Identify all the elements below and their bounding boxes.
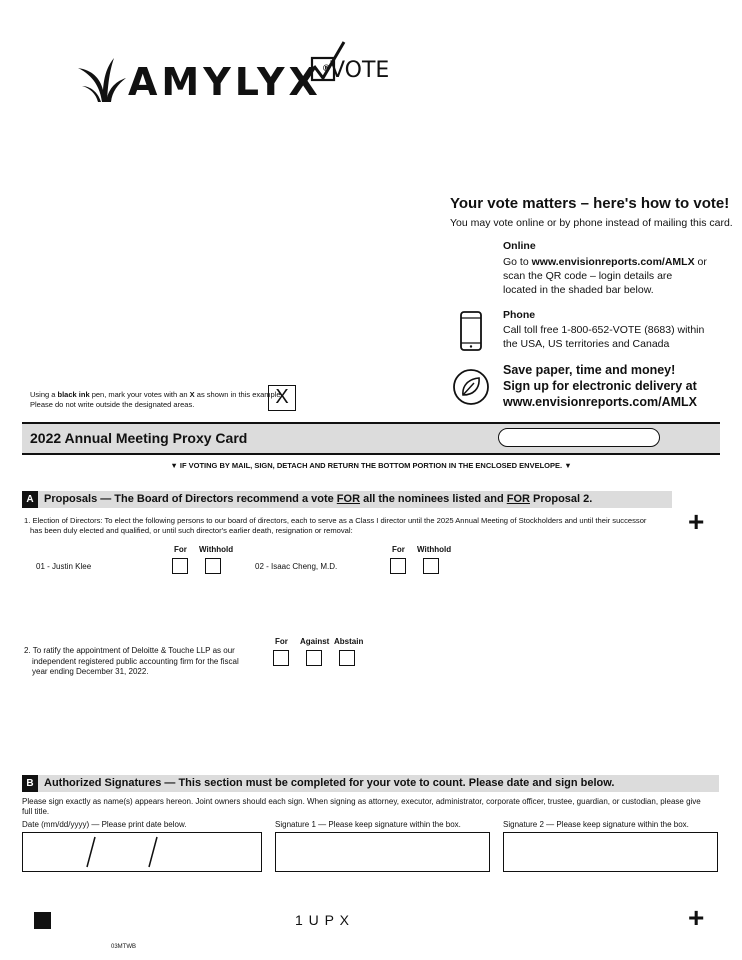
phone-heading: Phone <box>503 309 536 321</box>
section-a-title: Proposals — The Board of Directors recommend a vote FOR all the nominees listed and FOR Proposal 2. <box>44 493 593 505</box>
col-against-p2: Against <box>300 637 330 646</box>
registered-mark: ® <box>321 64 331 74</box>
instructions-line2: Please do not write outside the designated areas. <box>30 400 195 409</box>
section-a-header <box>22 491 672 508</box>
example-x-mark: X <box>275 386 289 408</box>
login-details-field <box>498 428 660 447</box>
signature-2-box[interactable] <box>503 832 718 872</box>
plus-mark-bottom: + <box>688 902 705 933</box>
col-for-2: For <box>392 545 405 554</box>
col-withhold-2: Withhold <box>417 545 452 554</box>
proposal-2-text <box>24 646 239 678</box>
nominee-2-name: 02 - Isaac Cheng, M.D. <box>255 562 338 571</box>
signature-instr-line1: Please sign exactly as name(s) appears hereon. Joint owners should each sign. When signing as attorney, executor, administrator, corporate officer, trustee, guardian, or custodian, please give <box>22 797 701 806</box>
instructions-line1: Using a black ink pen, mark your votes with an X as shown in this example. <box>30 390 283 399</box>
proposal-1-line2: has been duly elected and qualified, or until such director's earlier death, resignation or removal: <box>30 526 353 535</box>
phone-line1: Call toll free 1-800-652-VOTE (8683) within <box>503 324 705 336</box>
online-line3: located in the shaded bar below. <box>503 284 654 296</box>
leaf-icon <box>452 368 490 406</box>
nominee-1-for-checkbox[interactable] <box>172 558 188 574</box>
signature-2-label: Signature 2 — Please keep signature within the box. <box>503 820 689 829</box>
proxy-card-title: 2022 Annual Meeting Proxy Card <box>30 430 248 446</box>
online-url[interactable]: www.envisionreports.com/AMLX <box>531 256 695 268</box>
online-line2: scan the QR code – login details are <box>503 270 673 282</box>
registration-mark <box>34 912 51 929</box>
proposal-2-abstain-checkbox[interactable] <box>339 650 355 666</box>
vote-word: VOTE <box>330 58 390 83</box>
nominee-2-withhold-checkbox[interactable] <box>423 558 439 574</box>
section-b-title: Authorized Signatures — This section must be completed for your vote to count. Please date and sign below. <box>44 777 615 789</box>
proposal-2-against-checkbox[interactable] <box>306 650 322 666</box>
marking-instructions <box>30 390 283 410</box>
signature-instr-line2: full title. <box>22 807 50 816</box>
section-b-letter: B <box>22 775 38 792</box>
proposal-2-line3: year ending December 31, 2022. <box>32 667 149 676</box>
paper-line2: Sign up for electronic delivery at <box>503 379 697 393</box>
paper-text <box>503 362 697 410</box>
info-title: Your vote matters – here's how to vote! <box>450 195 730 212</box>
date-input-box[interactable] <box>22 832 262 872</box>
proposal-2-line1: 2. To ratify the appointment of Deloitte & Touche LLP as our <box>24 646 235 655</box>
phone-line2: the USA, US territories and Canada <box>503 338 670 350</box>
section-b-header <box>22 775 719 792</box>
nominee-2-for-checkbox[interactable] <box>390 558 406 574</box>
paper-line3[interactable]: www.envisionreports.com/AMLX <box>503 395 698 409</box>
brand-name: AMYLYX <box>128 60 322 104</box>
mail-note: ▼ IF VOTING BY MAIL, SIGN, DETACH AND RETURN THE BOTTOM PORTION IN THE ENCLOSED ENVELOPE. ▼ <box>170 461 572 470</box>
section-a-letter: A <box>22 491 38 508</box>
info-subtitle: You may vote online or by phone instead of mailing this card. <box>450 217 733 229</box>
date-label: Date (mm/dd/yyyy) — Please print date below. <box>22 820 187 829</box>
proposal-1-line1: 1. Election of Directors: To elect the following persons to our board of directors, each to serve as a Class I director until the 2025 Annual Meeting of Stockholders and until their successor <box>24 516 647 525</box>
signature-1-box[interactable] <box>275 832 490 872</box>
phone-icon <box>459 310 483 352</box>
proposal-2-for-checkbox[interactable] <box>273 650 289 666</box>
amylyx-leaf-logo-icon <box>76 56 128 104</box>
nominee-1-name: 01 - Justin Klee <box>36 562 92 571</box>
phone-text <box>503 323 704 351</box>
proposal-1-text <box>24 516 646 536</box>
proposal-2-line2: independent registered public accounting firm for the fiscal <box>32 656 239 666</box>
nominee-1-withhold-checkbox[interactable] <box>205 558 221 574</box>
plus-mark-top: + <box>688 506 705 537</box>
signature-1-label: Signature 1 — Please keep signature within the box. <box>275 820 461 829</box>
form-code: 1 U P X <box>295 912 350 928</box>
signature-instructions <box>22 797 701 817</box>
proxy-card-bar <box>22 422 720 455</box>
online-heading: Online <box>503 240 536 252</box>
online-text <box>503 255 707 297</box>
online-line1: Go to www.envisionreports.com/AMLX or <box>503 256 707 268</box>
small-code: 03MTWB <box>111 944 137 950</box>
paper-line1: Save paper, time and money! <box>503 363 676 377</box>
brand-logo <box>128 60 331 104</box>
example-mark-box <box>268 385 296 411</box>
col-withhold-1: Withhold <box>199 545 234 554</box>
col-for-p2: For <box>275 637 288 646</box>
col-for-1: For <box>174 545 187 554</box>
date-separators <box>23 833 259 869</box>
col-abstain-p2: Abstain <box>334 637 364 646</box>
